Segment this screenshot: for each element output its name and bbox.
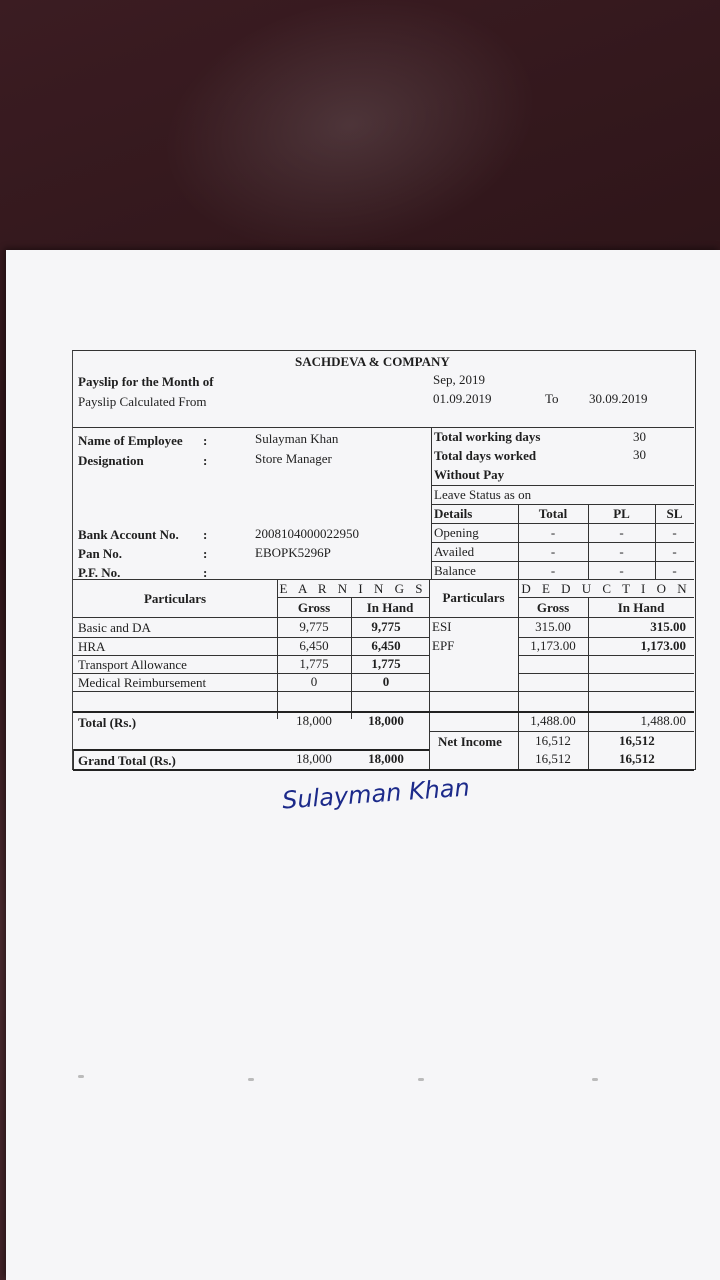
deduction-inhand: 315.00 bbox=[650, 619, 686, 634]
paper-mark bbox=[248, 1078, 254, 1081]
earning-inhand: 9,775 bbox=[371, 619, 401, 634]
pf-label: P.F. No. bbox=[78, 565, 121, 580]
leave-row-label: Availed bbox=[434, 544, 475, 559]
leave-header-total: Total bbox=[538, 506, 568, 521]
month-label: Payslip for the Month of bbox=[78, 374, 214, 389]
earning-gross: 9,775 bbox=[299, 619, 329, 634]
divider bbox=[518, 597, 694, 598]
paper-mark bbox=[78, 1075, 84, 1078]
section-divider bbox=[73, 427, 694, 428]
deduction-label: ESI bbox=[432, 619, 452, 634]
leave-header-pl: PL bbox=[613, 506, 630, 521]
total-deduction-inhand: 1,488.00 bbox=[640, 713, 686, 728]
colon: : bbox=[203, 453, 208, 468]
pan-label: Pan No. bbox=[78, 546, 123, 561]
earning-gross: 1,775 bbox=[299, 656, 329, 671]
divider bbox=[518, 673, 694, 674]
pan-value: EBOPK5296P bbox=[255, 545, 331, 560]
without-pay-label: Without Pay bbox=[434, 467, 505, 482]
colon: : bbox=[203, 546, 208, 561]
earnings-gross-header: Gross bbox=[297, 600, 331, 615]
total-deduction-gross: 1,488.00 bbox=[530, 713, 576, 728]
deduction-title: D E D U C T I O N bbox=[521, 581, 691, 596]
divider bbox=[431, 485, 694, 486]
net-income-gross: 16,512 bbox=[535, 733, 571, 748]
payslip-table bbox=[72, 350, 696, 770]
employee-name-label: Name of Employee bbox=[78, 433, 183, 448]
employee-name-value: Sulayman Khan bbox=[255, 431, 339, 446]
divider bbox=[73, 691, 694, 692]
employee-signature: Sulayman Khan bbox=[281, 773, 471, 815]
earning-inhand: 6,450 bbox=[371, 638, 401, 653]
deduction-particulars-header: Particulars bbox=[442, 590, 505, 605]
divider bbox=[73, 579, 694, 580]
leave-row-pl: - bbox=[619, 525, 624, 540]
leave-status-label: Leave Status as on bbox=[434, 487, 532, 502]
leave-row-total: - bbox=[550, 544, 556, 559]
colon: : bbox=[203, 565, 208, 580]
leave-row-label: Balance bbox=[434, 563, 476, 578]
leave-row-sl: - bbox=[672, 544, 677, 559]
deduction-gross: 1,173.00 bbox=[530, 638, 576, 653]
to-date: 30.09.2019 bbox=[589, 391, 648, 406]
grand-deduction-inhand: 16,512 bbox=[619, 751, 655, 766]
grand-earnings-gross: 18,000 bbox=[296, 751, 332, 766]
deduction-inhand-header: In Hand bbox=[617, 600, 665, 615]
grand-total-label: Grand Total (Rs.) bbox=[78, 753, 176, 768]
divider bbox=[431, 523, 694, 524]
leave-row-sl: - bbox=[672, 525, 677, 540]
designation-value: Store Manager bbox=[255, 451, 332, 466]
earning-gross: 6,450 bbox=[299, 638, 329, 653]
total-earnings-gross: 18,000 bbox=[296, 713, 332, 728]
month-value: Sep, 2019 bbox=[433, 372, 485, 387]
divider bbox=[431, 561, 694, 562]
bank-account-label: Bank Account No. bbox=[78, 527, 179, 542]
divider bbox=[73, 617, 694, 618]
total-label: Total (Rs.) bbox=[78, 715, 137, 730]
divider bbox=[73, 769, 694, 771]
leave-header-sl: SL bbox=[666, 506, 683, 521]
divider bbox=[429, 731, 694, 732]
divider bbox=[518, 655, 694, 656]
earnings-inhand-header: In Hand bbox=[366, 600, 414, 615]
to-label: To bbox=[545, 391, 559, 406]
leave-row-sl: - bbox=[672, 563, 677, 578]
earnings-particulars-header: Particulars bbox=[143, 591, 207, 606]
divider bbox=[429, 579, 430, 769]
grand-deduction-gross: 16,512 bbox=[535, 751, 571, 766]
deduction-inhand: 1,173.00 bbox=[640, 638, 686, 653]
earning-label: Transport Allowance bbox=[78, 657, 187, 672]
leave-row-total: - bbox=[550, 563, 556, 578]
from-date: 01.09.2019 bbox=[433, 391, 492, 406]
designation-label: Designation bbox=[78, 453, 144, 468]
earning-label: HRA bbox=[78, 639, 106, 654]
company-name: SACHDEVA & COMPANY bbox=[295, 354, 450, 369]
grand-earnings-inhand: 18,000 bbox=[368, 751, 404, 766]
days-worked-label: Total days worked bbox=[434, 448, 537, 463]
paper-mark bbox=[592, 1078, 598, 1081]
days-worked-value: 30 bbox=[633, 447, 646, 462]
divider bbox=[277, 597, 429, 598]
earnings-title: E A R N I N G S bbox=[279, 581, 427, 596]
leave-header-details: Details bbox=[434, 506, 473, 521]
total-earnings-inhand: 18,000 bbox=[368, 713, 404, 728]
net-income-inhand: 16,512 bbox=[619, 733, 655, 748]
deduction-label: EPF bbox=[432, 638, 455, 653]
earning-inhand: 0 bbox=[382, 674, 390, 689]
earning-inhand: 1,775 bbox=[371, 656, 401, 671]
net-income-label: Net Income bbox=[438, 734, 502, 749]
bank-account-value: 2008104000022950 bbox=[255, 526, 359, 541]
colon: : bbox=[203, 527, 208, 542]
column-divider bbox=[431, 427, 432, 579]
leave-row-pl: - bbox=[619, 544, 624, 559]
divider bbox=[73, 749, 74, 769]
deduction-gross-header: Gross bbox=[536, 600, 570, 615]
background-glare bbox=[138, 0, 562, 287]
earning-label: Basic and DA bbox=[78, 620, 151, 635]
earning-label: Medical Reimbursement bbox=[78, 675, 207, 690]
earning-gross: 0 bbox=[310, 674, 318, 689]
paper-mark bbox=[418, 1078, 424, 1081]
working-days-value: 30 bbox=[633, 429, 646, 444]
leave-row-pl: - bbox=[619, 563, 624, 578]
calc-from-label: Payslip Calculated From bbox=[78, 394, 207, 409]
divider bbox=[431, 542, 694, 543]
colon: : bbox=[203, 433, 208, 448]
deduction-gross: 315.00 bbox=[535, 619, 571, 634]
leave-row-label: Opening bbox=[434, 525, 479, 540]
working-days-label: Total working days bbox=[434, 429, 541, 444]
leave-row-total: - bbox=[550, 525, 556, 540]
